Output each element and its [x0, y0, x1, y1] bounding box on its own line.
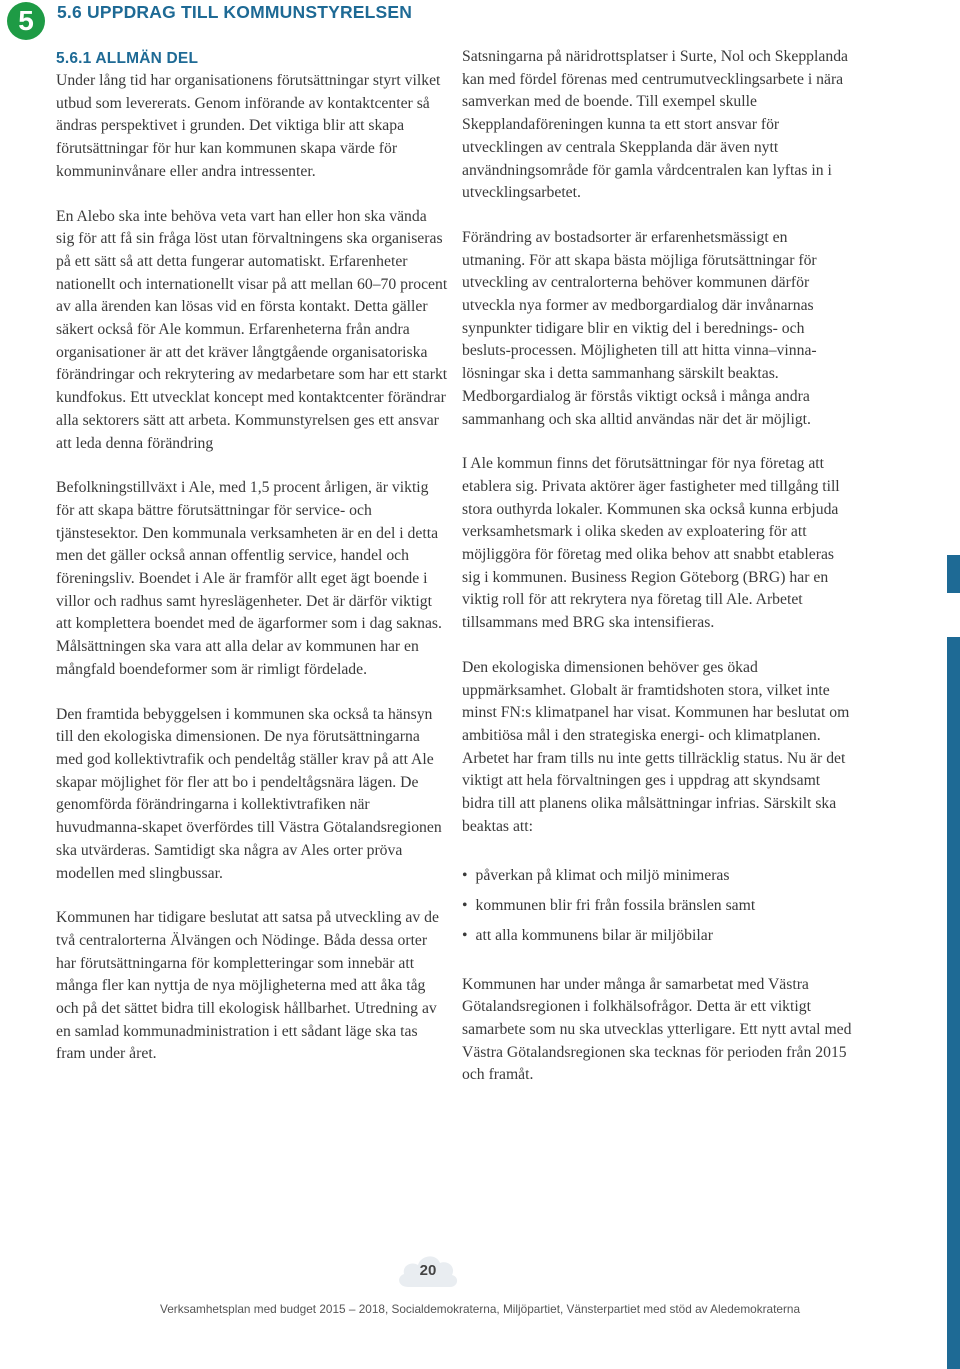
paragraph: Den framtida bebyggelsen i kommunen ska också ta hänsyn till den ekologiska dimensionen. De nya förutsättningarna med god kollektivtrafik och pendeltåg ställer krav på att Ale skapar möjlighet för fler att bo i pendeltågsnära lägen. De genomförda förändringarna i kollektivtrafiken när huvudmanna-skapet överfördes till Västra Götalandsregionen ska utvärderas. Samtidigt ska några av Ales orter pröva modellen med slingbussar. — [56, 705, 442, 882]
side-accent-bar — [947, 637, 960, 1369]
chapter-badge: 5 — [7, 2, 45, 40]
side-accent-bar — [947, 555, 960, 593]
left-column — [56, 48, 448, 1088]
paragraph: Under lång tid har organisationens förutsättningar styrt vilket utbud som levererats. Genom införande av kontaktcenter så ändras perspektivet i grunden. Det viktiga blir att skapa förutsättningar för hur kan kommunen skapa värde för kommuninvånare eller andra intressenter. — [56, 72, 441, 180]
section-subheading: 5.6.1 ALLMÄN DEL — [56, 50, 199, 67]
paragraph: I Ale kommun finns det förutsättningar för nya företag att etablera sig. Privata aktörer äger fastigheter med tillgång till stora outhyrda lokaler. Kommunen ska också kunna erbjuda verksamhetsmark i olika skeden av exploatering för att möjliggöra för företag med olika behov att snabbt etableras sig i kommunen. Business Region Göteborg (BRG) har en viktig roll för att rekrytera nya företag till Ale. Arbetet tillsammans med BRG ska intensifieras. — [462, 455, 840, 632]
paragraph: Kommunen har tidigare beslutat att satsa på utveckling av de två centralorterna Älvängen och Nödinge. Båda dessa orter har förutsättningarna för kompletteringar som innebär att många fler kan nyttja de nya möjligheterna med att åka tåg och på det sättet bidra till ekologisk hållbarhet. Utredning av en samlad kommunadministration i ett sådant läge ska tas fram under året. — [56, 909, 439, 1063]
bullet-item: • att alla kommunens bilar är miljöbilar — [462, 921, 854, 951]
page-title: 5.6 UPPDRAG TILL KOMMUNSTYRELSEN — [57, 2, 413, 22]
paragraph: Befolkningstillväxt i Ale, med 1,5 procent årligen, är viktig för att skapa bättre förutsättningar för service- och tjänstesektor. Den kommunala verksamheten är en del i detta men det gäller också annan offentlig service, handel och föreningsliv. Boendet i Ale är framför allt eget ägt boende i villor och radhus samt hyreslägenheter. Det är därför viktigt att komplettera boendet med de ägarformer som i dag saknas. Målsättningen ska vara att alla delar av kommunen har en mångfald boendeformer som är rimligt fördelade. — [56, 479, 442, 678]
bullet-item: • kommunen blir fri från fossila bränslen samt — [462, 891, 854, 921]
page-footer: Verksamhetsplan med budget 2015 – 2018, Socialdemokraterna, Miljöpartiet, Vänsterpartiet med stöd av Aledemokraterna — [159, 1302, 801, 1316]
bullet-item: • påverkan på klimat och miljö minimeras — [462, 861, 854, 891]
paragraph: Satsningarna på näridrottsplatser i Surte, Nol och Skepplanda kan med fördel förenas med centrumutvecklingsarbete i nära samverkan med de boende. Till exempel skulle Skepplandaföreningen kunna ta ett stort ansvar för utvecklingen av centrala Skepplanda där även nytt användningsområde för gamla vårdcentralen kan lyftas in i utvecklingsarbetet. — [462, 48, 848, 202]
right-column — [462, 46, 854, 1109]
paragraph: Kommunen har under många år samarbetat med Västra Götalandsregionen i folkhälsofrågor. Detta är ett viktigt samarbete som nu ska utvecklas ytterligare. Ett nytt avtal med Västra Götalandsregionen ska tecknas för perioden från 2015 och framåt. — [462, 975, 852, 1084]
paragraph: Den ekologiska dimensionen behöver ges ökad uppmärksamhet. Globalt är framtidshoten stora, vilket inte minst FN:s klimatpanel har visat. Kommunen har beslutat om ambitiösa mål i den strategiska energi- och klimatplanen. Arbetet har fram tills nu inte getts tillräcklig status. Nu är det viktigt att hela förvaltningen ges i uppdrag att skyndsamt bidra till att planens olika målsättningar infrias. Särskilt ska beaktas att: — [462, 658, 850, 835]
page-number: 20 — [419, 1262, 437, 1279]
paragraph: En Alebo ska inte behöva veta vart han eller hon ska vända sig för att få sin fråga löst utan förvaltningens ska organiseras på ett sätt så att detta fungerar automatiskt. Erfarenheter nationellt och internationellt visar på att mellan 60–70 procent av alla ärenden kan lösas vid en första kontakt. Detta gäller säkert också för Ale kommun. Erfarenheterna från andra organisationer är att det kräver långtgående organisatoriska förändringar och rekrytering av medarbetare som har ett starkt kundfokus. Ett utvecklat koncept med kontaktcenter förändrar alla sektorers sätt att arbeta. Kommunstyrelsen ges ett ansvar att leda denna förändring — [56, 207, 448, 452]
bullet-list — [462, 861, 854, 951]
paragraph: Förändring av bostadsorter är erfarenhetsmässigt en utmaning. För att skapa bästa möjliga förutsättningar för utveckling av centralorterna behöver kommunen därför utveckla nya former av medborgardialog där invånarnas synpunkter tidigare blir en viktig del i berednings- och besluts-processen. Möjligheten till att hitta vinna–vinna-lösningar ska i detta sammanhang särskilt beaktas. Medborgardialog är förstås viktigt också i många andra sammanhang och ska alltid användas när det är möjligt. — [462, 228, 817, 428]
